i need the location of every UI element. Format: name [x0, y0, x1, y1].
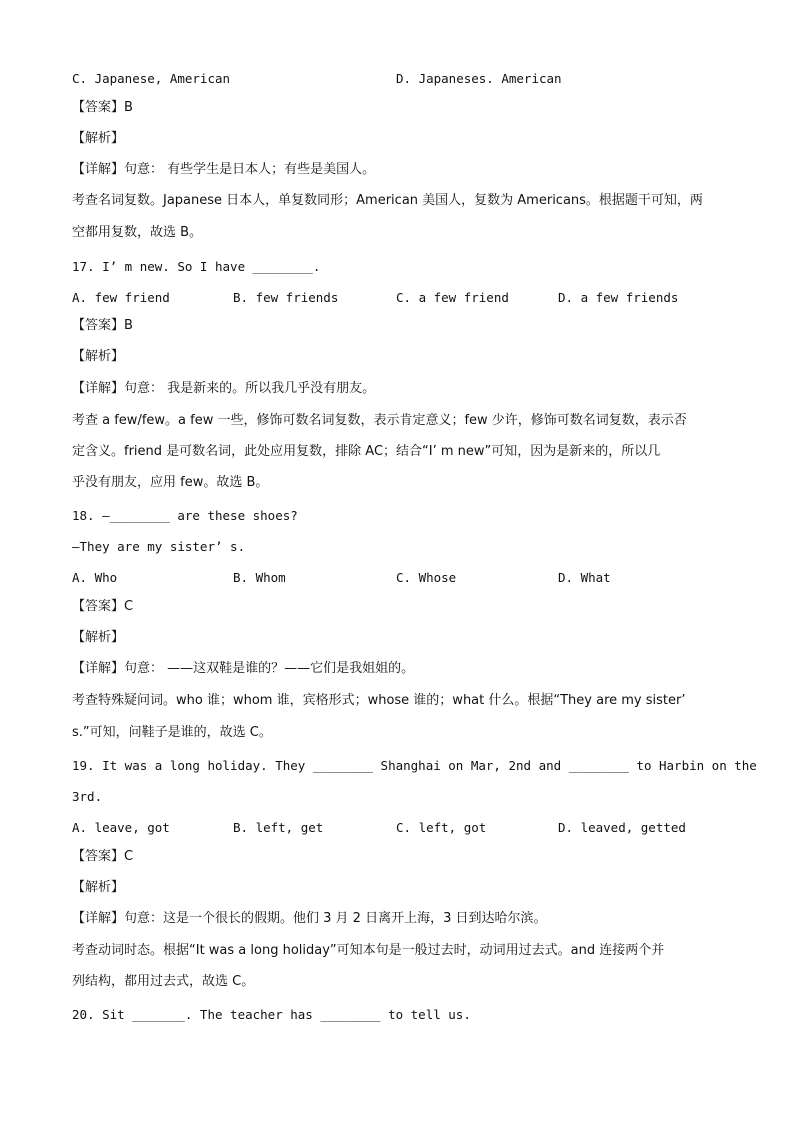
q18-option-d: D. What: [558, 570, 611, 585]
q16-option-c: C. Japanese, American: [72, 71, 231, 86]
q18-question-line-2: —They are my sister’ s.: [72, 539, 246, 554]
q19-explanation-line-2: 列结构，都用过去式，故选 C。: [72, 974, 255, 989]
q18-analysis-heading: 【解析】: [72, 630, 125, 645]
q16-analysis-heading: 【解析】: [72, 131, 125, 146]
q19-option-d: D. leaved, getted: [558, 820, 686, 835]
q18-option-a: A. Who: [72, 570, 118, 585]
q17-detail: 【详解】句意： 我是新来的。所以我几乎没有朋友。: [72, 381, 376, 396]
q19-option-c: C. left, got: [396, 820, 487, 835]
q17-option-d: D. a few friends: [558, 290, 679, 305]
q17-analysis-heading: 【解析】: [72, 349, 125, 364]
q16-explanation-line-1: 考查名词复数。Japanese 日本人，单复数同形；American 美国人，复数为 Americans。根据题干可知，两: [72, 193, 703, 208]
q19-analysis-heading: 【解析】: [72, 880, 125, 895]
q17-option-b: B. few friends: [233, 290, 339, 305]
q17-explanation-line-3: 乎没有朋友，应用 few。故选 B。: [72, 475, 269, 490]
q16-explanation-line-2: 空都用复数，故选 B。: [72, 225, 203, 240]
q17-question: 17. I’ m new. So I have ________.: [72, 259, 321, 274]
q17-option-a: A. few friend: [72, 290, 170, 305]
q17-option-c: C. a few friend: [396, 290, 509, 305]
q18-explanation-line-2: s.”可知，问鞋子是谁的，故选 C。: [72, 725, 272, 740]
q17-explanation-line-1: 考查 a few/few。a few 一些，修饰可数名词复数，表示肯定意义；few 少许，修饰可数名词复数，表示否: [72, 413, 687, 428]
q18-detail: 【详解】句意： ——这双鞋是谁的？——它们是我姐姐的。: [72, 661, 415, 676]
q17-explanation-line-2: 定含义。friend 是可数名词，此处应用复数，排除 AC；结合“I’ m new”可知，因为是新来的，所以几: [72, 444, 661, 459]
q18-answer: 【答案】C: [72, 599, 134, 614]
q19-question-line-1: 19. It was a long holiday. They ________ Shanghai on Mar, 2nd and ________ to Harbin on the: [72, 758, 757, 773]
q18-question-line-1: 18. —________ are these shoes?: [72, 508, 298, 523]
q16-option-d: D. Japaneses. American: [396, 71, 562, 86]
q19-question-line-2: 3rd.: [72, 789, 103, 804]
q19-option-a: A. leave, got: [72, 820, 170, 835]
q16-answer: 【答案】B: [72, 100, 133, 115]
q18-option-c: C. Whose: [396, 570, 457, 585]
q19-detail: 【详解】句意：这是一个很长的假期。他们 3 月 2 日离开上海，3 日到达哈尔滨。: [72, 911, 547, 926]
q17-answer: 【答案】B: [72, 318, 133, 333]
q16-detail: 【详解】句意： 有些学生是日本人；有些是美国人。: [72, 162, 376, 177]
q18-option-b: B. Whom: [233, 570, 286, 585]
q19-answer: 【答案】C: [72, 849, 134, 864]
q20-question: 20. Sit _______. The teacher has ________ to tell us.: [72, 1007, 471, 1022]
q19-explanation-line-1: 考查动词时态。根据“It was a long holiday”可知本句是一般过去时，动词用过去式。and 连接两个并: [72, 943, 665, 958]
q19-option-b: B. left, get: [233, 820, 324, 835]
q18-explanation-line-1: 考查特殊疑问词。who 谁；whom 谁，宾格形式；whose 谁的；what 什么。根据“They are my sister’: [72, 693, 686, 708]
